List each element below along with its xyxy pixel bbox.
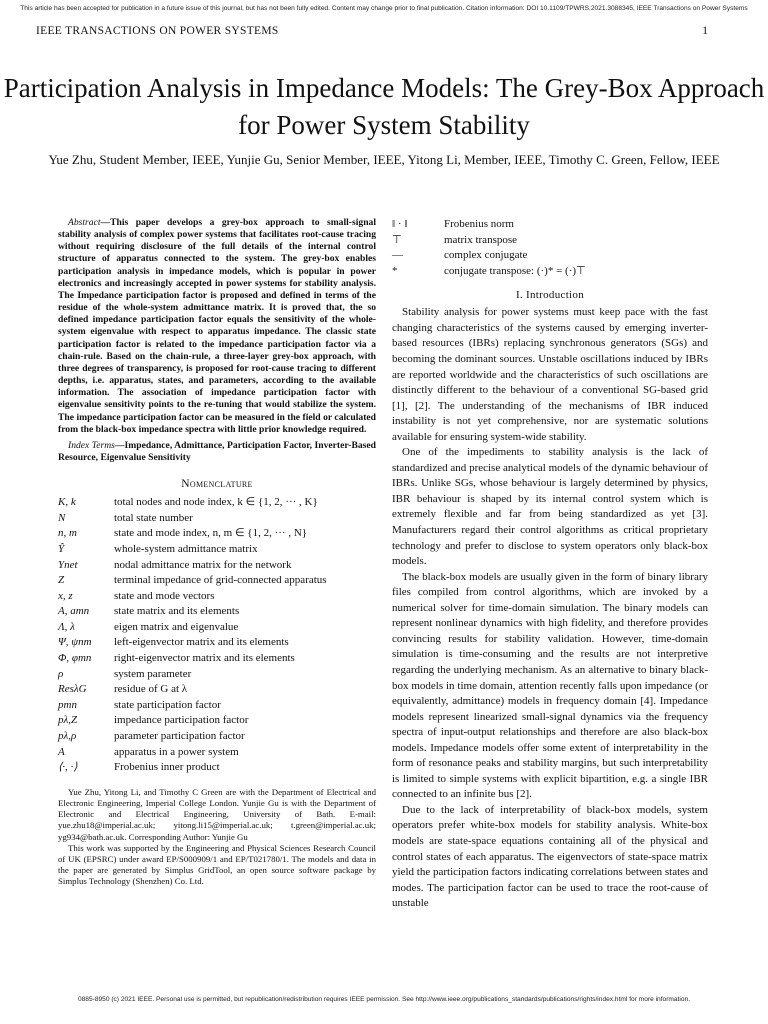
nomenclature-symbol: n, m xyxy=(58,527,77,540)
nomenclature-symbol: Ynet xyxy=(58,558,78,571)
nomenclature-item xyxy=(58,604,376,620)
nomenclature-item xyxy=(58,729,376,745)
nomenclature-item xyxy=(58,620,376,636)
nomenclature-symbol: Z xyxy=(58,574,65,587)
nomenclature-description: impedance participation factor xyxy=(114,714,249,727)
author-footnote xyxy=(58,787,376,888)
notation-description: Frobenius norm xyxy=(444,218,514,230)
nomenclature-description: state participation factor xyxy=(114,698,221,711)
notation-list xyxy=(392,217,708,279)
nomenclature-item xyxy=(58,682,376,698)
nomenclature-symbol: Ŷ xyxy=(58,542,65,555)
notation-symbol: ‖ · ‖ xyxy=(392,218,408,230)
introduction-body xyxy=(392,305,708,911)
nomenclature-description: eigen matrix and eigenvalue xyxy=(114,620,239,633)
nomenclature-item xyxy=(58,511,376,527)
publication-notice: This article has been accepted for publication in a future issue of this journal, but has not been fully edited. Content may change prior to final publication. Citation information: DOI 10.1109/TPWRS.2021.3088345, IEEE Transactions on Power Systems xyxy=(20,5,748,12)
nomenclature-list xyxy=(58,495,376,776)
nomenclature-item xyxy=(58,495,376,511)
nomenclature-description: apparatus in a power system xyxy=(114,745,239,758)
notation-description: matrix transpose xyxy=(444,233,518,246)
nomenclature-symbol: pλ,ρ xyxy=(58,730,77,743)
nomenclature-symbol: ρ xyxy=(58,667,64,680)
nomenclature-item xyxy=(58,713,376,729)
nomenclature-symbol: A, amn xyxy=(58,605,90,618)
index-terms-text: —Impedance, Admittance, Participation Factor, Inverter-Based Resource, Eigenvalue Sensitivity xyxy=(58,439,377,463)
nomenclature-symbol: Λ, λ xyxy=(58,620,75,633)
nomenclature-symbol: pmn xyxy=(58,698,77,711)
footnote-funding: This work was supported by the Engineering and Physical Sciences Research Council of UK (EPSRC) under award EP/S000909/1 and EP/T021780/1. The models and data in the paper are generated by Simplus GridTool, an open source software package by Simplus Technology (Shenzhen) Co. Ltd. xyxy=(58,842,376,887)
nomenclature-item xyxy=(58,745,376,761)
page-number: 1 xyxy=(702,25,708,37)
nomenclature-description: total state number xyxy=(114,511,193,524)
nomenclature-description: Frobenius inner product xyxy=(114,761,220,774)
nomenclature-description: parameter participation factor xyxy=(114,730,245,743)
nomenclature-description: nodal admittance matrix for the network xyxy=(114,558,292,571)
nomenclature-description: state matrix and its elements xyxy=(114,605,240,618)
nomenclature-item xyxy=(58,542,376,558)
notation-symbol: — xyxy=(392,249,403,262)
abstract-text: —This paper develops a grey-box approach to small-signal stability analysis of complex power systems that facilitates root-cause tracing without requiring disclosure of the full details of the internal control structure of apparatus connected to the system. The grey-box enables participation analysis in impedance models, which is popular in power electronics and increasingly accepted in power systems for stability analysis. The Impedance participation factor is proposed and defined in terms of the residue of the whole-system admittance matrix. It is proved that, the so defined impedance participation factor equals the sensitivity of the whole-system eigenvalue with respect to apparatus impedance. The classic state participation factor is related to the impedance participation factor via a chain-rule. Based on the chain-rule, a three-layer grey-box approach, with three degrees of transparency, is proposed for root-cause tracing to different depths, i.e. apparatus, states, and parameters, according to the available information. The association of impedance participation factor with eigenvalue sensitivity points to the re-tuning that would stabilize the system. The impedance participation factor can be measured in the field or calculated from the black-box impedance spectra with little prior knowledge required. xyxy=(58,217,376,435)
nomenclature-symbol: Φ, φmn xyxy=(58,652,92,665)
nomenclature-description: left-eigenvector matrix and its elements xyxy=(114,636,289,649)
notation-item xyxy=(392,233,708,249)
left-column xyxy=(58,217,376,888)
notation-item xyxy=(392,264,708,280)
nomenclature-description: total nodes and node index, k ∈ {1, 2, ··· , K} xyxy=(114,496,318,509)
abstract-label: Abstract xyxy=(68,217,101,228)
notation-description: conjugate transpose: (·)* = (·)⊤ xyxy=(444,264,586,277)
nomenclature-description: state and mode index, n, m ∈ {1, 2, ··· , N} xyxy=(114,527,308,540)
nomenclature-item xyxy=(58,667,376,683)
abstract xyxy=(58,217,376,436)
section-heading-introduction: I. Introduction xyxy=(515,289,585,302)
index-terms xyxy=(58,440,376,464)
body-paragraph: Stability analysis for power systems must keep pace with the fast changing characteristics of the systems caused by emerging inverter-based resources (IBRs) replacing synchronous generators (SGs) and becoming the dominant sources. Unstable oscillations induced by IBRs are reported worldwide and the characteristics of such oscillations are distinctly different to the behaviour of a conventional SG-based grid [1], [2]. The understanding of the mechanisms of IBR induced instability is not yet comprehensive, nor are systematic solutions available for ensuring system-wide stability. xyxy=(392,306,708,443)
nomenclature-item xyxy=(58,651,376,667)
nomenclature-item xyxy=(58,760,376,776)
nomenclature-description: system parameter xyxy=(114,667,192,680)
nomenclature-symbol: A xyxy=(58,745,65,758)
nomenclature-description: whole-system admittance matrix xyxy=(114,542,258,555)
body-paragraph: One of the impediments to stability analysis is the lack of standardized and precise analytical models of the dynamic behaviour of IBRs. Unlike SGs, whose behaviour is largely determined by physics, IBR behaviour is shaped by its internal control system which is extremely flexible and far from being standardized as yet [3]. Manufacturers regard their control algorithms as critical proprietary technology and prefer to disclose to system operators only black-box models. xyxy=(392,446,708,568)
nomenclature-description: state and mode vectors xyxy=(114,589,215,602)
nomenclature-heading: Nomenclature xyxy=(181,478,253,491)
notation-symbol: ⊤ xyxy=(392,233,402,246)
nomenclature-item xyxy=(58,589,376,605)
nomenclature-symbol: N xyxy=(58,511,66,524)
nomenclature-symbol: ⟨·, ·⟩ xyxy=(58,761,78,774)
index-terms-label: Index Terms xyxy=(68,439,115,451)
nomenclature-item xyxy=(58,573,376,589)
notation-item xyxy=(392,217,708,233)
nomenclature-symbol: K, k xyxy=(58,496,76,509)
nomenclature-symbol: pλ,Z xyxy=(58,714,78,727)
notation-description: complex conjugate xyxy=(444,249,528,262)
footnote-affiliations: Yue Zhu, Yitong Li, and Timothy C Green are with the Department of Electrical and Electronic Engineering, Imperial College London. Yunjie Gu is with the Department of Electronic and Electrical Engineering, University of Bath. E-mail: yue.zhu18@imperial.ac.uk; yitong.li15@imperial.ac.uk; t.green@imperial.ac.uk; yg934@bath.ac.uk. Corresponding Author: Yunjie Gu xyxy=(58,786,376,842)
right-column xyxy=(392,217,708,912)
paper-title: Participation Analysis in Impedance Models: The Grey-Box Approach for Power System Stability xyxy=(3,73,765,140)
notation-symbol: * xyxy=(392,264,398,277)
nomenclature-item xyxy=(58,635,376,651)
journal-name: IEEE TRANSACTIONS ON POWER SYSTEMS xyxy=(36,25,279,37)
notation-item xyxy=(392,248,708,264)
body-paragraph: Due to the lack of interpretability of black-box models, system operators prefer white-box models for stability analysis. White-box models are state-space equations containing all of the physical and control states of each apparatus. The eigenvectors of state-space matrix yield the participation factors indicating correlations between states and modes. The participation factor can be used to trace the root-cause of unstable xyxy=(392,803,708,910)
nomenclature-symbol: x, z xyxy=(58,589,73,602)
nomenclature-description: right-eigenvector matrix and its elements xyxy=(114,652,295,665)
body-paragraph: The black-box models are usually given in the form of binary library files compiled from control algorithms, which are invoked by a numerical solver for time-domain simulation. The binary models can represent nonlinear dynamics with high fidelity, and therefore provides convincing results for stability validation. However, time-domain simulation is time-consuming and the results are not interpretive regarding the underlying mechanism. As an alternative to binary black-box models in time domain, attention recently falls upon impedance (or equivalently, admittance) models in frequency domain [4]. Impedance models represent linearized small-signal dynamics via the frequency spectra of input-output relationships and therefore are also black-box models. Impedance models offer some extent of interpretability in the form of resonance peaks and stability margins, but such interpretability is limited to simple systems with explicit bipartition, e.g. a single IBR connected to an infinite bus [2]. xyxy=(392,570,708,801)
nomenclature-symbol: ResλG xyxy=(58,683,87,696)
nomenclature-item xyxy=(58,698,376,714)
nomenclature-item xyxy=(58,558,376,574)
nomenclature-item xyxy=(58,526,376,542)
nomenclature-description: residue of G at λ xyxy=(114,683,188,696)
author-list: Yue Zhu, Student Member, IEEE, Yunjie Gu, Senior Member, IEEE, Yitong Li, Member, IEEE, Timothy C. Green, Fellow, IEEE xyxy=(48,152,720,167)
nomenclature-symbol: Ψ, ψnm xyxy=(58,636,92,649)
nomenclature-description: terminal impedance of grid-connected apparatus xyxy=(114,574,327,587)
copyright-notice: 0885-8950 (c) 2021 IEEE. Personal use is permitted, but republication/redistribution requires IEEE permission. See http://www.ieee.org/publications_standards/publications/rights/index.html for more information. xyxy=(77,996,691,1003)
